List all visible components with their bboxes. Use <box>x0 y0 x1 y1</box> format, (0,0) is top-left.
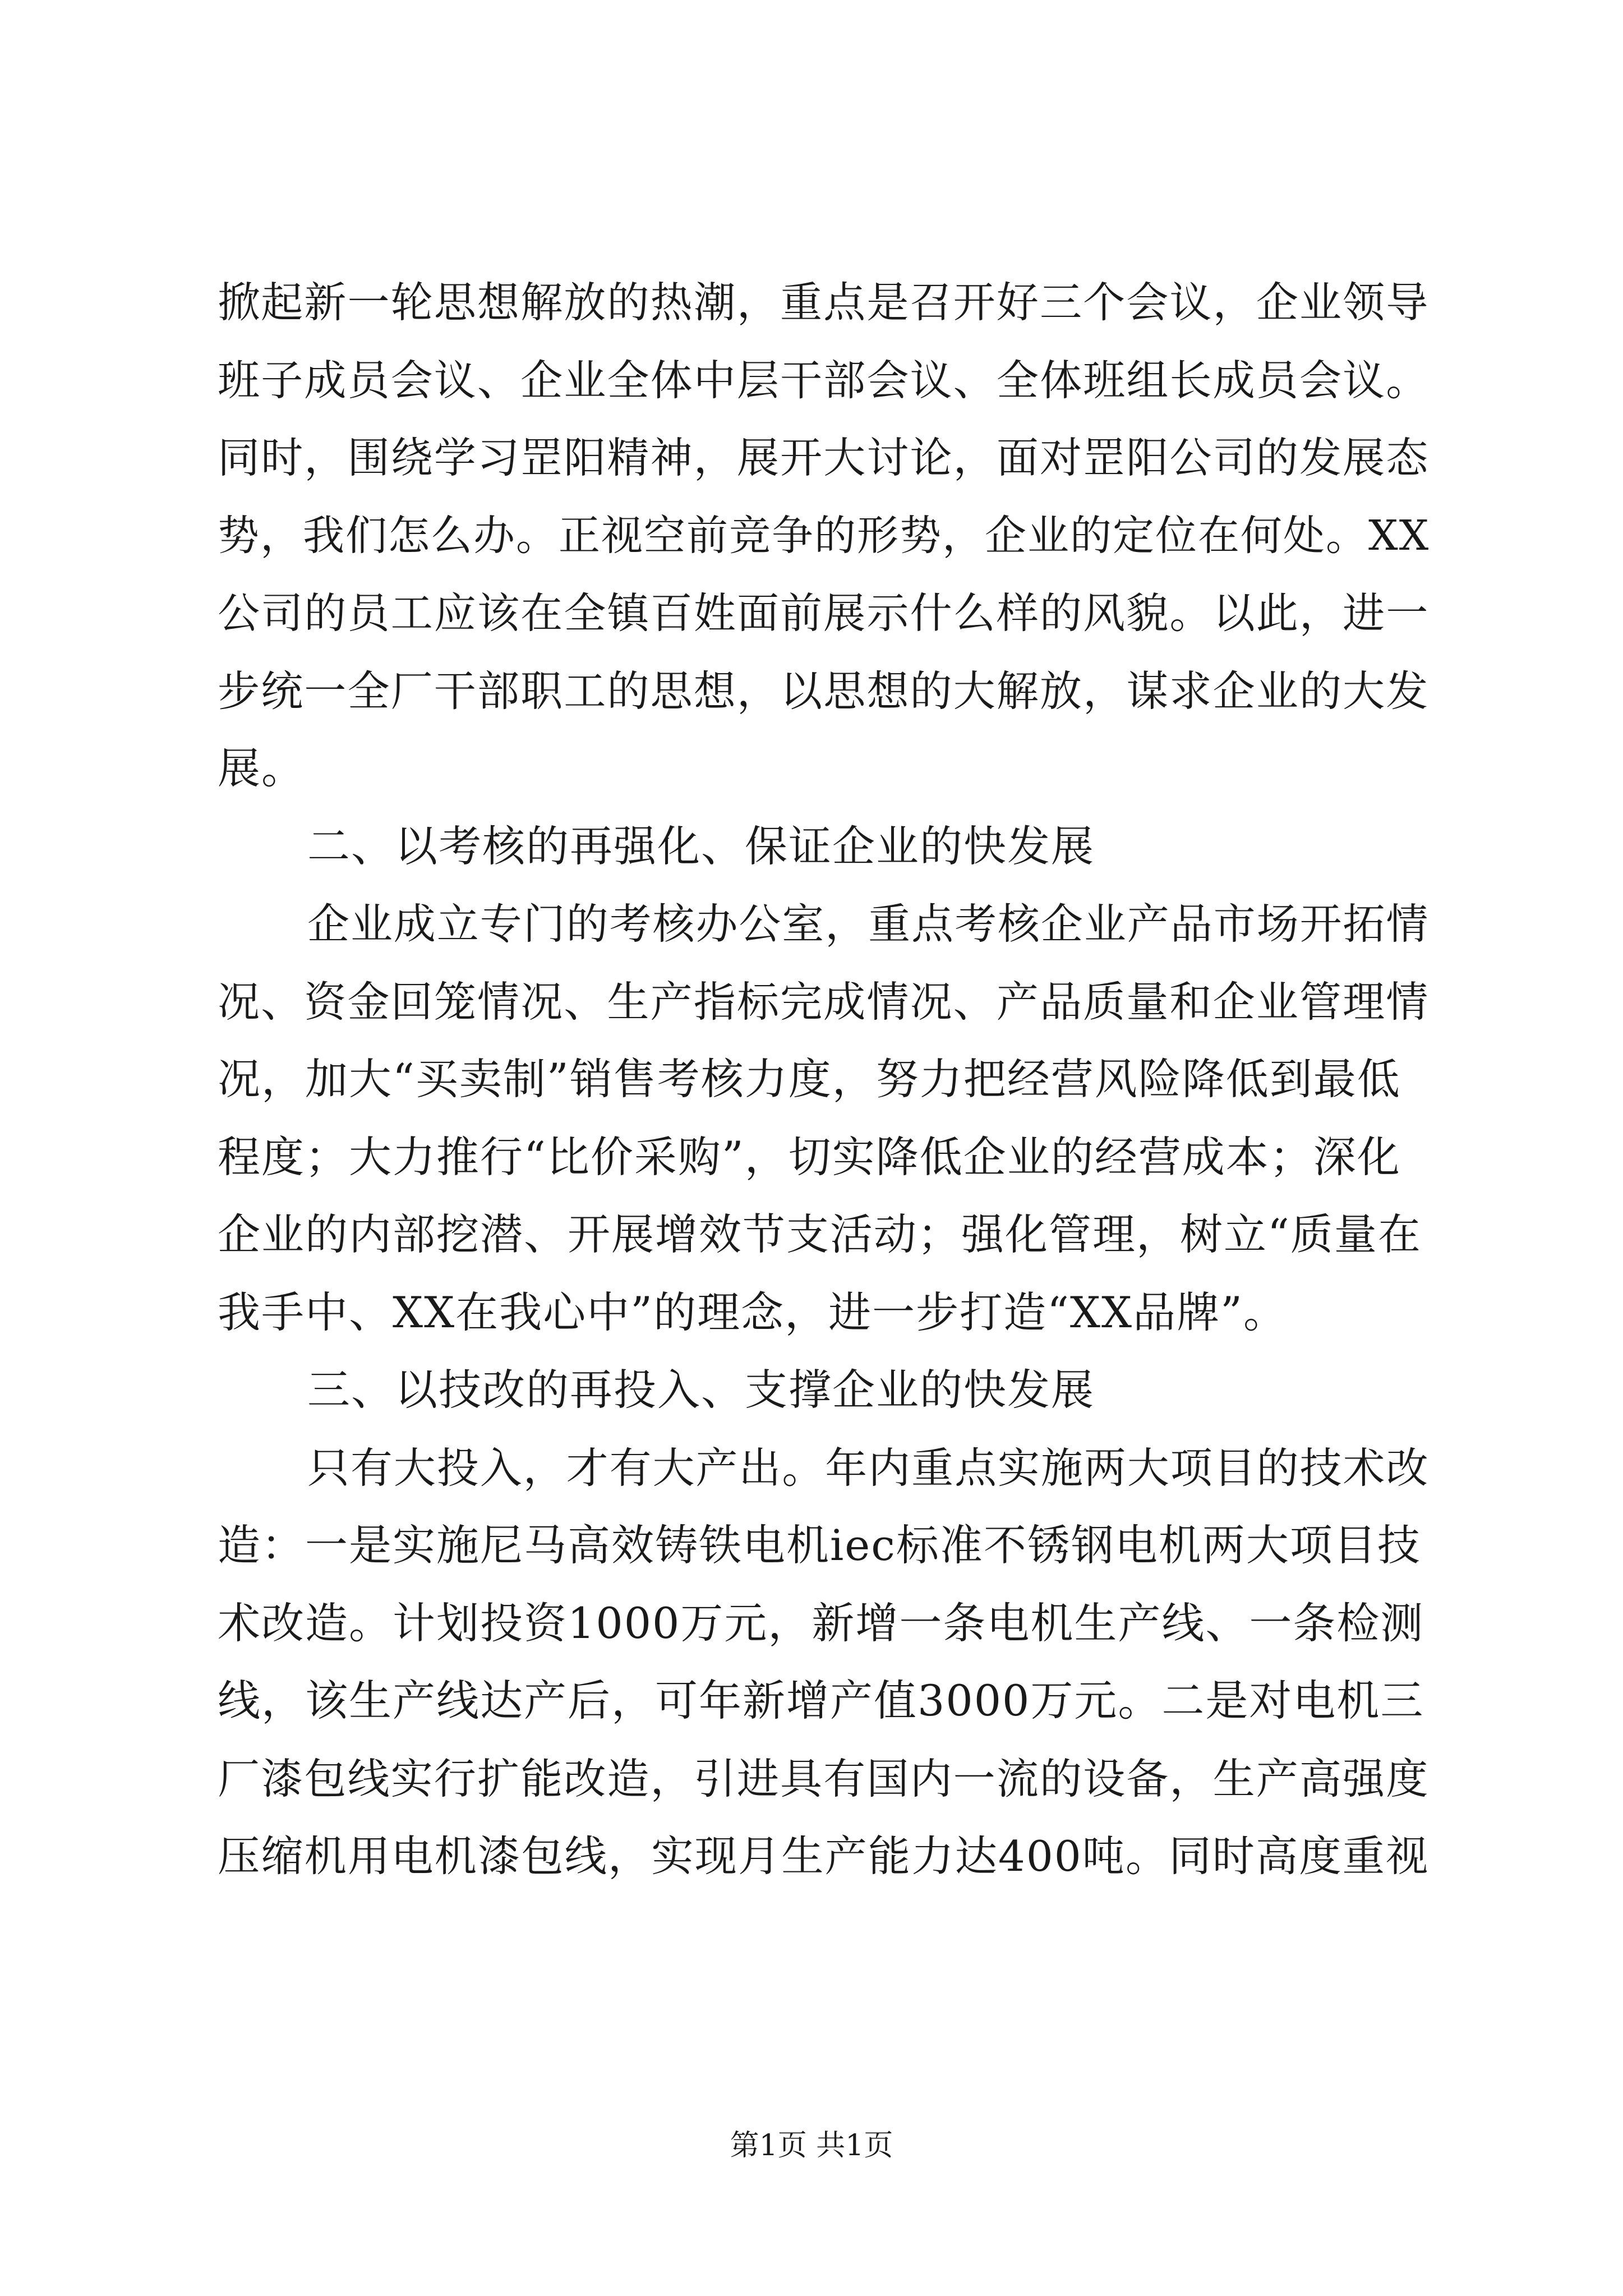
text-line: 况，加大“买卖制”销售考核力度，努力把经营风险降低到最低 <box>218 1054 1401 1104</box>
text-line: 只有大投入，才有大产出。年内重点实施两大项目的技术改 <box>307 1443 1430 1493</box>
page-footer: 第1页 共1页 <box>730 2129 893 2162</box>
text-line: 势，我们怎么办。正视空前竞争的形势，企业的定位在何处。XX <box>218 511 1430 560</box>
text-line: 同时，围绕学习罡阳精神，展开大讨论，面对罡阳公司的发展态 <box>218 433 1430 482</box>
text-line: 三、以技改的再投入、支撑企业的快发展 <box>307 1365 1095 1415</box>
text-line: 线，该生产线达产后，可年新增产值3000万元。二是对电机三 <box>218 1676 1424 1726</box>
text-line: 班子成员会议、企业全体中层干部会议、全体班组长成员会议。 <box>218 355 1430 405</box>
text-line: 企业成立专门的考核办公室，重点考核企业产品市场开拓情 <box>307 899 1430 949</box>
text-line: 展。 <box>218 743 305 793</box>
text-line: 厂漆包线实行扩能改造，引进具有国内一流的设备，生产高强度 <box>218 1754 1430 1803</box>
text-line: 造：一是实施尼马高效铸铁电机iec标准不锈钢电机两大项目技 <box>218 1520 1421 1570</box>
text-line: 程度；大力推行“比价采购”，切实降低企业的经营成本；深化 <box>218 1131 1401 1182</box>
text-line: 术改造。计划投资1000万元，新增一条电机生产线、一条检测 <box>218 1598 1424 1648</box>
text-line: 公司的员工应该在全镇百姓面前展示什么样的风貌。以此，进一 <box>218 588 1430 638</box>
text-line: 掀起新一轮思想解放的热潮，重点是召开好三个会议，企业领导 <box>218 278 1430 327</box>
text-line: 步统一全厂干部职工的思想，以思想的大解放，谋求企业的大发 <box>218 666 1430 716</box>
text-line: 压缩机用电机漆包线，实现月生产能力达400吨。同时高度重视 <box>218 1832 1430 1881</box>
text-line: 我手中、XX在我心中”的理念，进一步打造“XX品牌”。 <box>218 1287 1287 1337</box>
text-line: 二、以考核的再强化、保证企业的快发展 <box>307 821 1095 871</box>
text-line: 况、资金回笼情况、生产指标完成情况、产品质量和企业管理情 <box>218 977 1430 1027</box>
document-body <box>218 264 1429 1895</box>
text-line: 企业的内部挖潜、开展增效节支活动；强化管理，树立“质量在 <box>218 1209 1422 1259</box>
